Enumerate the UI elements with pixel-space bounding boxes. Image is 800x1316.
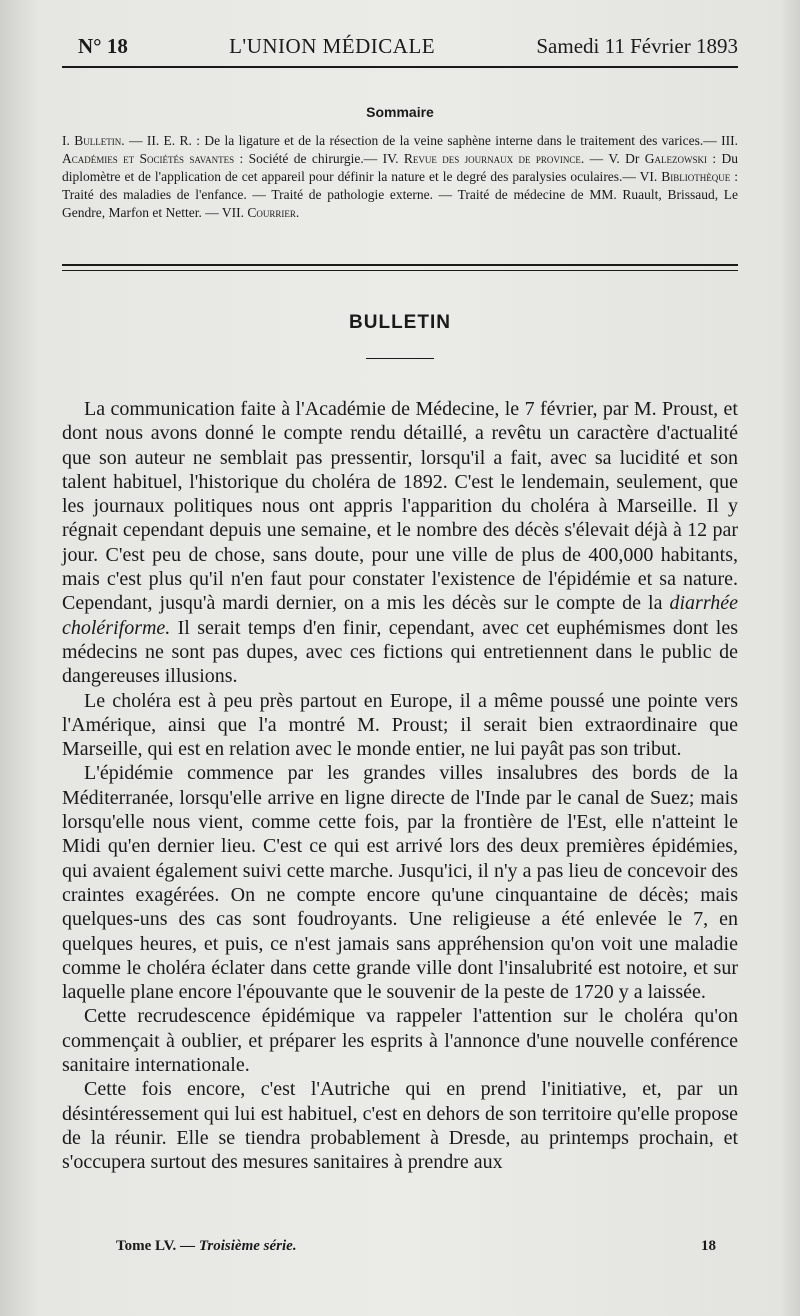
paragraph xyxy=(62,761,738,1004)
header-rule xyxy=(62,66,738,68)
sommaire-section-courrier: Courrier xyxy=(247,205,296,220)
paragraph-text: Cette fois encore, c'est l'Autriche qui en prend l'initiative, et, par un désintéressement qui lui est habituel, c'est en dehors de son territoire qu'elle propose de la réunir. Elle se tiendra probablement à Dresde, au printemps prochain, et s'occupera surtout des mesures sanitaires à prendre aux xyxy=(62,1078,738,1174)
sommaire-section-bibliotheque: Bibliothèque xyxy=(661,169,731,184)
paragraph-text: Le choléra est à peu près partout en Europe, il a même poussé une pointe vers l'Amérique, ainsi que l'a montré M. Proust; il serait bien extraordinaire que Marseille, qui est en relation avec le monde entier, ne lui payât pas son tribut. xyxy=(62,689,738,761)
bulletin-body xyxy=(62,397,738,1175)
journal-title: L'UNION MÉDICALE xyxy=(229,34,436,58)
issue-number: N° 18 xyxy=(78,34,128,58)
sommaire-part: : Société de chirurgie.— IV. xyxy=(234,151,404,166)
paragraph xyxy=(62,1077,738,1174)
issue-date: Samedi 11 Février 1893 xyxy=(536,34,738,58)
paragraph-text: La communication faite à l'Académie de Médecine, le 7 février, par M. Proust, et dont nous avons donné le compte rendu détaillé, a revêtu un caractère d'actualité que son auteur ne semblait pas pressentir, lorsqu'il a fait, avec sa lucidité et son talent habituel, l'historique du choléra de 1892. C'est le lendemain, seulement, que les journaux politiques nous ont appris l'apparition du choléra à Marseille. Il y régnait cependant depuis une semaine, et le nombre des décès s'élevait déjà à 12 par jour. C'est peu de chose, sans doute, pour une ville de plus de 400,000 habitants, mais c'est plus qu'il n'en faut pour constater l'existence de l'épidémie et sa nature. Cependant, jusqu'à mardi dernier, on a mis les décès sur le compte de la xyxy=(62,398,738,615)
series-label: Troisième série. xyxy=(198,1238,297,1254)
sommaire-section-bulletin: Bulletin xyxy=(74,133,122,148)
sommaire-part: I. xyxy=(62,133,75,148)
page-header xyxy=(78,34,738,64)
page-number: 18 xyxy=(701,1238,716,1254)
paragraph-text: L'épidémie commence par les grandes villes insalubres des bords de la Méditerranée, lorsqu'elle arrive en ligne directe de l'Inde par le canal de Suez; mais lorsqu'elle nous vient, comme cette fois, par la frontière de l'Est, elle n'atteint le Midi qu'en dernier lieu. C'est ce qui est arrivé lors des deux premières épidémies, qui avaient également suivi cette marche. Jusqu'ici, il n'y a pas lieu de concevoir des craintes exagérées. On ne compte encore qu'une cinquantaine de décès; mais quelques-uns des cas sont foudroyants. Une religieuse a été enlevée le 7, en quelques heures, et puis, ce n'est jamais sans appréhension qu'on voit une maladie comme le choléra éclater dans cette grande ville dont l'insalubrité est notoire, et sur laquelle plane encore l'épouvante que le souvenir de la peste de 1720 y a laissée. xyxy=(62,762,738,1004)
section-divider-thin xyxy=(62,270,738,271)
title-underline xyxy=(366,358,434,359)
page-footer xyxy=(116,1238,716,1255)
volume-label: Tome LV. — xyxy=(116,1238,199,1254)
bulletin-title: BULLETIN xyxy=(349,312,451,333)
sommaire-part: : Du diplomètre et de l'application de cet appareil pour définir la nature et le degré des paralysies oculaires.— VI. xyxy=(62,151,739,184)
sommaire-part: . — II. E. R. : De la ligature et de la résection de la veine saphène interne dans le traitement des varices.— III. xyxy=(121,133,738,148)
sommaire-part: . xyxy=(295,205,300,220)
sommaire-section-revue: Revue des journaux de province xyxy=(403,151,581,166)
paragraph-text: Il serait temps d'en finir, cependant, avec cet euphémismes dont les médecins ne sont pas dupes, avec ces fictions qui entretiennent dans le public de dangereuses illusions. xyxy=(62,616,738,688)
sommaire-part: : Traité des maladies de l'enfance. — Traité de pathologie externe. — Traité de médecine de MM. Ruault, Brissaud, Le Gendre, Marfon et Netter. — VII. xyxy=(62,169,738,220)
paragraph-emphasis: diarrhée cholériforme. xyxy=(62,592,738,639)
footer-volume xyxy=(116,1238,297,1255)
paragraph-text: Cette recrudescence épidémique va rappeler l'attention sur le choléra qu'on commençait à oublier, et préparer les esprits à l'annonce d'une nouvelle conférence sanitaire internationale. xyxy=(62,1005,738,1077)
sommaire-part: . — V. Dr xyxy=(580,151,645,166)
sommaire-text xyxy=(62,132,738,222)
sommaire-section-academies: Académies et Sociétés savantes xyxy=(62,151,235,166)
section-divider xyxy=(62,264,738,266)
paragraph xyxy=(62,397,738,689)
sommaire-title: Sommaire xyxy=(366,104,434,120)
paragraph xyxy=(62,689,738,762)
sommaire-author: Galezowski xyxy=(644,151,707,166)
paragraph xyxy=(62,1004,738,1077)
